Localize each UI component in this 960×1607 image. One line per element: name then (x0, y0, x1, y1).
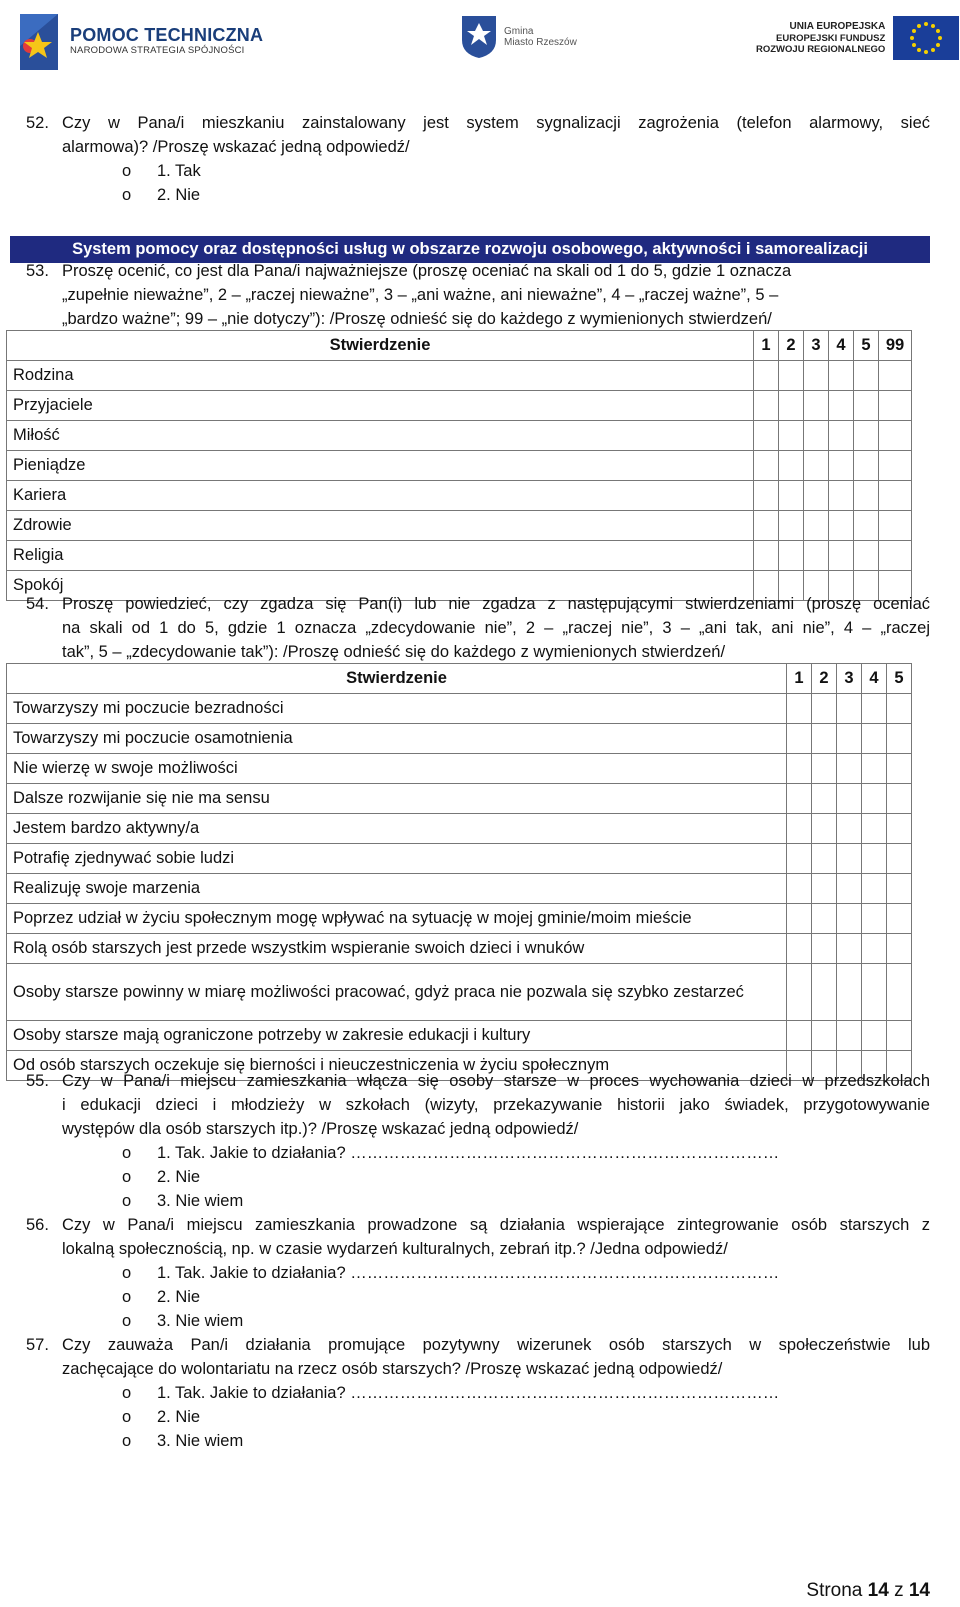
rating-cell[interactable] (829, 511, 854, 541)
statement-label: Miłość (7, 421, 754, 451)
rating-cell[interactable] (787, 724, 812, 754)
table-row (7, 361, 912, 391)
rating-cell[interactable] (787, 1021, 812, 1051)
rating-cell[interactable] (829, 421, 854, 451)
eu-title: UNIA EUROPEJSKA (789, 20, 886, 32)
rating-cell[interactable] (854, 421, 879, 451)
q54-text-line1: Proszę powiedzieć, czy zgadza się Pan(i) lub nie zgadza z następującymi stwierdzeniami (proszę oceniać (62, 595, 930, 613)
q53-table-header-row (7, 331, 912, 361)
table-row (7, 874, 912, 904)
rating-cell[interactable] (812, 964, 837, 1021)
rating-cell[interactable] (812, 934, 837, 964)
rating-cell[interactable] (862, 724, 887, 754)
rating-cell[interactable] (887, 844, 912, 874)
bullet-marker: o (122, 1312, 132, 1330)
rating-cell[interactable] (854, 541, 879, 571)
rating-cell[interactable] (787, 754, 812, 784)
rating-cell[interactable] (754, 511, 779, 541)
rating-cell[interactable] (812, 874, 837, 904)
option-label: 1. Tak (157, 162, 201, 180)
q54-scale-5: 5 (887, 664, 912, 694)
q54-statement-header: Stwierdzenie (7, 664, 787, 694)
rating-cell[interactable] (804, 541, 829, 571)
pomoc-techniczna-logo (16, 6, 263, 76)
rating-cell[interactable] (854, 361, 879, 391)
rating-cell[interactable] (837, 754, 862, 784)
rating-cell[interactable] (804, 451, 829, 481)
rating-cell[interactable] (812, 844, 837, 874)
footer-page-number: 14 (867, 1580, 889, 1601)
rating-cell[interactable] (862, 784, 887, 814)
rating-cell[interactable] (837, 694, 862, 724)
q56-text-line1: Czy w Pana/i miejscu zamieszkania prowadzone są działania wspierające zintegrowanie osób starszych z (62, 1216, 930, 1234)
q54-text-line3: tak”, 5 – „zdecydowanie tak”): /Proszę odnieść się do każdego z wymienionych stwierdzeń/ (62, 643, 726, 661)
rating-cell[interactable] (879, 451, 912, 481)
rating-cell[interactable] (879, 481, 912, 511)
rating-cell[interactable] (887, 1021, 912, 1051)
option-label: 1. Tak. Jakie to działania? …………………………………………………………………… (157, 1144, 780, 1162)
q54-scale-1: 1 (787, 664, 812, 694)
q57-text-line1: Czy zauważa Pan/i działania promujące pozytywny wizerunek osób starszych w społeczeństwie lub (62, 1336, 930, 1354)
rating-cell[interactable] (854, 451, 879, 481)
rating-cell[interactable] (804, 361, 829, 391)
table-row (7, 511, 912, 541)
q57-number: 57. (26, 1336, 49, 1354)
rating-cell[interactable] (837, 964, 862, 1021)
rating-cell[interactable] (787, 964, 812, 1021)
q53-scale-99: 99 (879, 331, 912, 361)
q53-text-line2: „zupełnie nieważne”, 2 – „raczej nieważne”, 3 – „ani ważne, ani nieważne”, 4 – „raczej ważne”, 5 – (62, 286, 779, 304)
rating-cell[interactable] (754, 451, 779, 481)
rating-cell[interactable] (854, 481, 879, 511)
rating-cell[interactable] (837, 724, 862, 754)
q57-text-line2: zachęcające do wolontariatu na rzecz osób starszych? /Proszę wskazać jedną odpowiedź/ (62, 1360, 723, 1378)
rating-cell[interactable] (787, 934, 812, 964)
option-label: 2. Nie (157, 186, 201, 204)
footer-separator: z (894, 1580, 904, 1601)
rating-cell[interactable] (829, 541, 854, 571)
statement-label: Przyjaciele (7, 391, 754, 421)
statement-label: Towarzyszy mi poczucie osamotnienia (7, 724, 787, 754)
footer-prefix: Strona (806, 1580, 863, 1601)
statement-label: Potrafię zjednywać sobie ludzi (7, 844, 787, 874)
q53-text-line3: „bardzo ważne”; 99 – „nie dotyczy”): /Proszę odnieść się do każdego z wymienionych stwierdzeń/ (62, 310, 772, 328)
option-label: 2. Nie (157, 1168, 201, 1186)
statement-label: Spokój (7, 571, 754, 601)
rating-cell[interactable] (812, 1021, 837, 1051)
statement-label: Od osób starszych oczekuje się bierności i nieuczestniczenia w życiu społecznym (7, 1051, 787, 1081)
statement-label: Pieniądze (7, 451, 754, 481)
rating-cell[interactable] (879, 361, 912, 391)
rating-cell[interactable] (812, 784, 837, 814)
statement-label: Osoby starsze mają ograniczone potrzeby w zakresie edukacji i kultury (7, 1021, 787, 1051)
page-footer (806, 1580, 930, 1602)
eu-logo (756, 16, 959, 60)
q52-text-line2: alarmowa)? /Proszę wskazać jedną odpowiedź/ (62, 138, 410, 156)
q54-scale-3: 3 (837, 664, 862, 694)
table-row (7, 1021, 912, 1051)
q53-number: 53. (26, 262, 49, 280)
table-row (7, 754, 912, 784)
option-label: 3. Nie wiem (157, 1312, 244, 1330)
statement-label: Dalsze rozwijanie się nie ma sensu (7, 784, 787, 814)
q53-statement-header: Stwierdzenie (7, 331, 754, 361)
rating-cell[interactable] (887, 964, 912, 1021)
rating-cell[interactable] (837, 784, 862, 814)
table-row (7, 904, 912, 934)
rating-cell[interactable] (787, 814, 812, 844)
rating-cell[interactable] (879, 391, 912, 421)
rating-cell[interactable] (887, 814, 912, 844)
rating-cell[interactable] (812, 724, 837, 754)
rating-cell[interactable] (879, 421, 912, 451)
rating-cell[interactable] (812, 904, 837, 934)
rating-cell[interactable] (887, 754, 912, 784)
q54-scale-4: 4 (862, 664, 887, 694)
option-label: 1. Tak. Jakie to działania? …………………………………………………………………… (157, 1384, 780, 1402)
bullet-marker: o (122, 1288, 132, 1306)
q52-number: 52. (26, 114, 49, 132)
rating-cell[interactable] (804, 421, 829, 451)
bullet-marker: o (122, 1408, 132, 1426)
rating-cell[interactable] (879, 541, 912, 571)
q54-number: 54. (26, 595, 49, 613)
rating-cell[interactable] (829, 451, 854, 481)
eu-flag-icon (893, 16, 959, 60)
q56-number: 56. (26, 1216, 49, 1234)
rating-cell[interactable] (754, 541, 779, 571)
rating-cell[interactable] (787, 694, 812, 724)
rating-cell[interactable] (812, 694, 837, 724)
footer-page-total: 14 (908, 1580, 930, 1601)
rating-cell[interactable] (887, 904, 912, 934)
table-row (7, 421, 912, 451)
rating-cell[interactable] (779, 541, 804, 571)
rating-cell[interactable] (754, 481, 779, 511)
bullet-marker: o (122, 1432, 132, 1450)
rating-cell[interactable] (837, 814, 862, 844)
option-label: 2. Nie (157, 1288, 201, 1306)
rating-cell[interactable] (837, 904, 862, 934)
section-banner: System pomocy oraz dostępności usług w obszarze rozwoju osobowego, aktywności i samorealizacji (10, 236, 930, 263)
rating-cell[interactable] (779, 361, 804, 391)
rating-cell[interactable] (837, 934, 862, 964)
rating-cell[interactable] (854, 511, 879, 541)
rating-cell[interactable] (862, 934, 887, 964)
statement-label: Religia (7, 541, 754, 571)
q54-agreement-table (6, 663, 912, 1081)
table-row (7, 784, 912, 814)
rating-cell[interactable] (804, 481, 829, 511)
rating-cell[interactable] (887, 934, 912, 964)
option-label: 3. Nie wiem (157, 1192, 244, 1210)
statement-label: Kariera (7, 481, 754, 511)
q53-scale-3: 3 (804, 331, 829, 361)
rating-cell[interactable] (804, 391, 829, 421)
rating-cell[interactable] (754, 421, 779, 451)
statement-label: Poprzez udział w życiu społecznym mogę wpływać na sytuację w mojej gminie/moim mieście (7, 904, 787, 934)
rating-cell[interactable] (837, 874, 862, 904)
rzeszow-coat-of-arms-icon (460, 14, 498, 60)
q52-text-line1: Czy w Pana/i mieszkaniu zainstalowany jest system sygnalizacji zagrożenia (telefon alarmowy, sieć (62, 114, 930, 132)
rating-cell[interactable] (787, 874, 812, 904)
bullet-marker: o (122, 1384, 132, 1402)
statement-label: Realizuję swoje marzenia (7, 874, 787, 904)
q54-table-header-row (7, 664, 912, 694)
statement-label: Rolą osób starszych jest przede wszystkim wspieranie swoich dzieci i wnuków (7, 934, 787, 964)
option-label: 3. Nie wiem (157, 1432, 244, 1450)
q53-rating-table (6, 330, 912, 601)
q55-number: 55. (26, 1072, 49, 1090)
q53-scale-5: 5 (854, 331, 879, 361)
rating-cell[interactable] (887, 694, 912, 724)
gmina-label: Gmina (504, 25, 534, 37)
statement-label: Osoby starsze powinny w miarę możliwości pracować, gdyż praca nie pozwala się szybko zestarzeć (7, 964, 787, 1021)
table-row (7, 481, 912, 511)
option-label: 2. Nie (157, 1408, 201, 1426)
rating-cell[interactable] (779, 391, 804, 421)
table-row (7, 694, 912, 724)
q53-scale-4: 4 (829, 331, 854, 361)
bullet-marker: o (122, 162, 132, 180)
statement-label: Towarzyszy mi poczucie bezradności (7, 694, 787, 724)
rating-cell[interactable] (754, 361, 779, 391)
rating-cell[interactable] (887, 784, 912, 814)
rating-cell[interactable] (779, 421, 804, 451)
q55-text-line1: Czy w Pana/i miejscu zamieszkania włącza się osoby starsze w proces wychowania dzieci w przedszkolach (62, 1072, 930, 1090)
rating-cell[interactable] (879, 511, 912, 541)
page-header (0, 0, 960, 90)
rating-cell[interactable] (854, 391, 879, 421)
q53-scale-1: 1 (754, 331, 779, 361)
table-row (7, 451, 912, 481)
rating-cell[interactable] (829, 361, 854, 391)
rating-cell[interactable] (779, 481, 804, 511)
rating-cell[interactable] (787, 784, 812, 814)
rating-cell[interactable] (804, 511, 829, 541)
eu-fund-line1: EUROPEJSKI FUNDUSZ (776, 32, 886, 44)
gmina-rzeszow-logo (460, 14, 577, 60)
statement-label: Nie wierzę w swoje możliwości (7, 754, 787, 784)
rating-cell[interactable] (862, 1021, 887, 1051)
statement-label: Rodzina (7, 361, 754, 391)
rating-cell[interactable] (779, 451, 804, 481)
bullet-marker: o (122, 1168, 132, 1186)
pomoc-techniczna-title: POMOC TECHNICZNA (70, 24, 264, 45)
rating-cell[interactable] (812, 754, 837, 784)
rating-cell[interactable] (887, 874, 912, 904)
q55-text-line2: i edukacji dzieci i młodzieży w szkołach (wizyty, przekazywanie historii jako świadek, przygotowywanie (62, 1096, 930, 1114)
miasto-label: Miasto Rzeszów (504, 37, 577, 48)
table-row (7, 391, 912, 421)
option-label: 1. Tak. Jakie to działania? …………………………………………………………………… (157, 1264, 780, 1282)
rating-cell[interactable] (862, 904, 887, 934)
rating-cell[interactable] (837, 1021, 862, 1051)
rating-cell[interactable] (862, 694, 887, 724)
q53-text-line1: Proszę ocenić, co jest dla Pana/i najważniejsze (proszę oceniać na skali od 1 do 5, gdzie 1 oznacza (62, 262, 792, 280)
rating-cell[interactable] (862, 814, 887, 844)
rating-cell[interactable] (787, 844, 812, 874)
rating-cell[interactable] (829, 481, 854, 511)
rating-cell[interactable] (837, 844, 862, 874)
table-row (7, 934, 912, 964)
table-row (7, 964, 912, 1021)
statement-label: Zdrowie (7, 511, 754, 541)
rating-cell[interactable] (862, 754, 887, 784)
table-row (7, 844, 912, 874)
rating-cell[interactable] (787, 904, 812, 934)
rating-cell[interactable] (829, 391, 854, 421)
bullet-marker: o (122, 1144, 132, 1162)
bullet-marker: o (122, 1192, 132, 1210)
q56-text-line2: lokalną społecznością, np. w czasie wydarzeń kulturalnych, zebrań itp.? /Jedna odpowiedź/ (62, 1240, 728, 1258)
q55-text-line3: występów dla osób starszych itp.)? /Proszę wskazać jedną odpowiedź/ (62, 1120, 579, 1138)
table-row (7, 814, 912, 844)
rating-cell[interactable] (862, 874, 887, 904)
statement-label: Jestem bardzo aktywny/a (7, 814, 787, 844)
eu-fund-line2: ROZWOJU REGIONALNEGO (756, 44, 886, 55)
bullet-marker: o (122, 186, 132, 204)
table-row (7, 541, 912, 571)
rating-cell[interactable] (862, 844, 887, 874)
bullet-marker: o (122, 1264, 132, 1282)
table-row (7, 724, 912, 754)
pomoc-techniczna-subtitle: NARODOWA STRATEGIA SPÓJNOŚCI (70, 44, 245, 56)
rating-cell[interactable] (862, 964, 887, 1021)
pomoc-techniczna-emblem-icon (16, 6, 62, 76)
q53-scale-2: 2 (779, 331, 804, 361)
q54-text-line2: na skali od 1 do 5, gdzie 1 oznacza „zdecydowanie nie”, 2 – „raczej nie”, 3 – „ani tak, ani nie”, 4 – „raczej (62, 619, 930, 637)
rating-cell[interactable] (754, 391, 779, 421)
rating-cell[interactable] (779, 511, 804, 541)
rating-cell[interactable] (887, 724, 912, 754)
q54-scale-2: 2 (812, 664, 837, 694)
rating-cell[interactable] (812, 814, 837, 844)
